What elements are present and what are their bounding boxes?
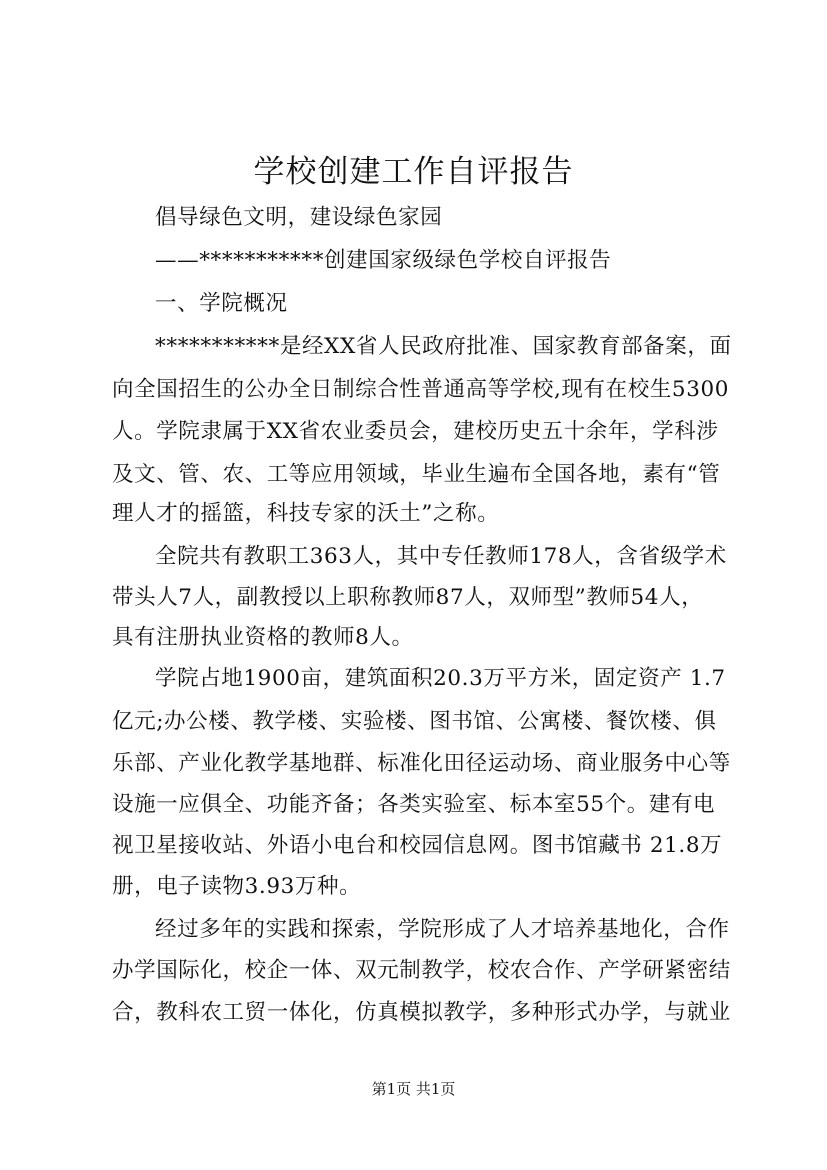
paragraph-3-line: 亿元;办公楼、教学楼、实验楼、图书馆、公寓楼、餐饮楼、俱 (112, 709, 717, 734)
paragraph-1-line: 理人才的摇篮，科技专家的沃土”之称。 (112, 501, 500, 526)
paragraph-4-line: 办学国际化，校企一体、双元制教学，校农合作、产学研紧密结 (112, 958, 731, 983)
paragraph-3-line: 学院占地1900亩，建筑面积20.3万平方米，固定资产 1.7 (155, 666, 726, 691)
paragraph-2-line: 带头人7人，副教授以上职称教师87人，双师型”教师54人， (112, 585, 704, 610)
paragraph-2-line: 全院共有教职工363人，其中专任教师178人，含省级学术 (155, 544, 727, 569)
paragraph-1-line: 向全国招生的公办全日制综合性普通高等学校,现有在校生5300 (112, 377, 730, 402)
paragraph-3-line: 设施一应俱全、功能齐备；各类实验室、标本室55个。建有电 (112, 792, 716, 817)
document-title: 学校创建工作自评报告 (253, 154, 574, 190)
paragraph-1-line: 及文、管、农、工等应用领域，毕业生遍布全国各地，素有“管 (112, 462, 721, 487)
paragraph-1-line: 人。学院隶属于XX省农业委员会，建校历史五十余年，学科涉 (112, 419, 719, 444)
page-footer: 第1页 共1页 (371, 1080, 456, 1098)
paragraph-1-line: ***********是经XX省人民政府批准、国家教育部备案，面 (155, 334, 732, 359)
paragraph-3-line: 视卫星接收站、外语小电台和校园信息网。图书馆藏书 21.8万 (112, 833, 723, 858)
paragraph-3-line: 乐部、产业化教学基地群、标准化田径运动场、商业服务中心等 (112, 751, 731, 776)
paragraph-4-line: 经过多年的实践和探索，学院形成了人才培养基地化，合作 (155, 917, 730, 942)
subtitle-slogan: 倡导绿色文明，建设绿色家园 (155, 205, 443, 230)
paragraph-2-line: 具有注册执业资格的教师8人。 (112, 625, 414, 650)
section-heading: 一、学院概况 (155, 291, 288, 316)
paragraph-4-line: 合，教科农工贸一体化，仿真模拟教学，多种形式办学，与就业 (112, 1000, 731, 1025)
paragraph-3-line: 册，电子读物3.93万种。 (112, 874, 362, 899)
subtitle-report-name: ——***********创建国家级绿色学校自评报告 (155, 248, 612, 273)
